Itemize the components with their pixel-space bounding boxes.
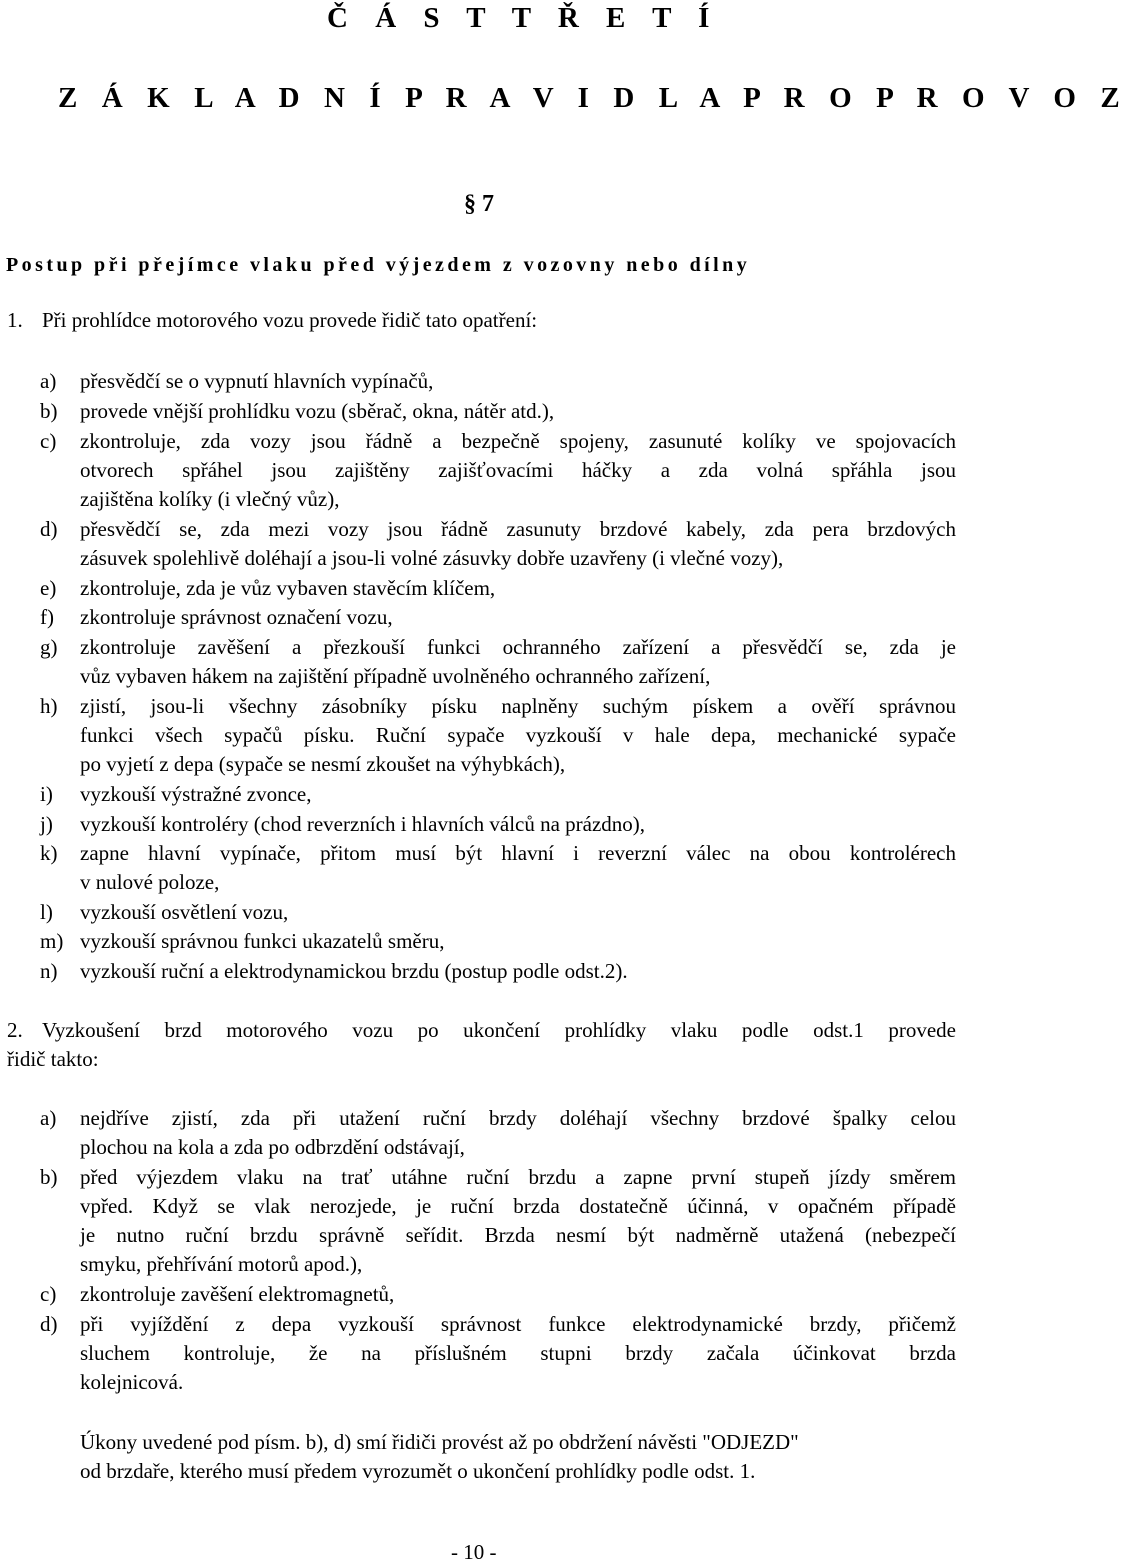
section-number: § 7 [464, 191, 494, 217]
list-item-text: vpřed. Když se vlak nerozjede, je ruční brzda dostatečně účinná, v opačném případě [80, 1194, 956, 1218]
item-2-text: Vyzkoušení brzd motorového vozu po ukončení prohlídky vlaku podle odst.1 provede [42, 1018, 956, 1042]
list-item-text: zkontroluje, zda vozy jsou řádně a bezpečně spojeny, zasunuté kolíky ve spojovacích [80, 429, 956, 453]
list-item-text: při vyjíždění z depa vyzkouší správnost funkce elektrodynamické brzdy, přičemž [80, 1312, 956, 1336]
list-marker: b) [40, 1165, 58, 1189]
list-item-text: vyzkouší ruční a elektrodynamickou brzdu (postup podle odst.2). [80, 959, 628, 983]
list-item-text: otvorech spřáhel jsou zajištěny zajišťovacími háčky a zda volná spřáhla jsou [80, 458, 956, 482]
list-marker: c) [40, 1282, 57, 1306]
list-item-text: nejdříve zjistí, zda při utažení ruční brzdy doléhají všechny brzdové špalky celou [80, 1106, 956, 1130]
note-text: od brzdaře, kterého musí předem vyrozumět o ukončení prohlídky podle odst. 1. [80, 1459, 756, 1483]
item-1-text: Při prohlídce motorového vozu provede řidič tato opatření: [42, 308, 538, 332]
list-marker: a) [40, 369, 57, 393]
page-number: - 10 - [451, 1540, 497, 1564]
list-item-text: funkci všech sypačů písku. Ruční sypače vyzkouší v hale depa, mechanické sypače [80, 723, 956, 747]
list-marker: d) [40, 1312, 58, 1336]
list-item-text: zapne hlavní vypínače, přitom musí být hlavní i reverzní válec na obou kontrolérech [80, 841, 956, 865]
list-item-text: je nutno ruční brzdu správně seřídit. Brzda nesmí být nadměrně utažená (nebezpečí [80, 1223, 956, 1247]
list-marker: a) [40, 1106, 57, 1130]
list-marker: i) [40, 782, 53, 806]
list-item-text: zjistí, jsou-li všechny zásobníky písku naplněny suchým pískem a ověří správnou [80, 694, 956, 718]
list-item-text: přesvědčí se, zda mezi vozy jsou řádně zasunuty brzdové kabely, zda pera brzdových [80, 517, 956, 541]
list-item-text: zajištěna kolíky (i vlečný vůz), [80, 487, 340, 511]
list-marker: g) [40, 635, 58, 659]
list-marker: d) [40, 517, 58, 541]
list-item-text: vyzkouší kontroléry (chod reverzních i hlavních válců na prázdno), [80, 812, 646, 836]
list-marker: m) [40, 929, 64, 953]
list-marker: j) [40, 812, 53, 836]
list-item-text: vůz vybaven hákem na zajištění případně uvolněného ochranného zařízení, [80, 664, 711, 688]
list-item-text: vyzkouší osvětlení vozu, [80, 900, 289, 924]
list-item-text: přesvědčí se o vypnutí hlavních vypínačů, [80, 369, 434, 393]
list-item-text: zkontroluje správnost označení vozu, [80, 605, 393, 629]
list-item-text: před výjezdem vlaku na trať utáhne ruční brzdu a zapne první stupeň jízdy směrem [80, 1165, 956, 1189]
list-item-text: v nulové poloze, [80, 870, 220, 894]
list-marker: b) [40, 399, 58, 423]
list-item-text: smyku, přehřívání motorů apod.), [80, 1252, 363, 1276]
list-marker: h) [40, 694, 58, 718]
item-1-number: 1. [7, 308, 23, 332]
list-marker: f) [40, 605, 54, 629]
list-item-text: zásuvek spolehlivě doléhají a jsou-li volné zásuvky dobře uzavřeny (i vlečné vozy), [80, 546, 784, 570]
list-item-text: zkontroluje, zda je vůz vybaven stavěcím klíčem, [80, 576, 496, 600]
list-marker: e) [40, 576, 57, 600]
list-marker: c) [40, 429, 57, 453]
list-item-text: sluchem kontroluje, že na příslušném stupni brzdy začala účinkovat brzda [80, 1341, 956, 1365]
note-text: Úkony uvedené pod písm. b), d) smí řidiči provést až po obdržení návěsti "ODJEZD" [80, 1430, 799, 1454]
item-2-text: řidič takto: [7, 1047, 99, 1071]
list-item-text: provede vnější prohlídku vozu (sběrač, okna, nátěr atd.), [80, 399, 555, 423]
section-title: Postup při přejímce vlaku před výjezdem z vozovny nebo dílny [6, 254, 751, 276]
part-heading: Č Á S T T Ř E T Í [327, 2, 720, 34]
document-title: Z Á K L A D N Í P R A V I D L A P R O P R O V O Z [58, 82, 1128, 114]
list-item-text: zkontroluje zavěšení a přezkouší funkci ochranného zařízení a přesvědčí se, zda je [80, 635, 956, 659]
list-marker: n) [40, 959, 58, 983]
list-item-text: kolejnicová. [80, 1370, 184, 1394]
list-item-text: vyzkouší výstražné zvonce, [80, 782, 312, 806]
item-2-number: 2. [7, 1018, 23, 1042]
list-item-text: po vyjetí z depa (sypače se nesmí zkoušet na výhybkách), [80, 752, 566, 776]
list-item-text: zkontroluje zavěšení elektromagnetů, [80, 1282, 395, 1306]
list-marker: l) [40, 900, 53, 924]
list-item-text: plochou na kola a zda po odbrzdění odstávají, [80, 1135, 465, 1159]
list-item-text: vyzkouší správnou funkci ukazatelů směru, [80, 929, 445, 953]
list-marker: k) [40, 841, 58, 865]
